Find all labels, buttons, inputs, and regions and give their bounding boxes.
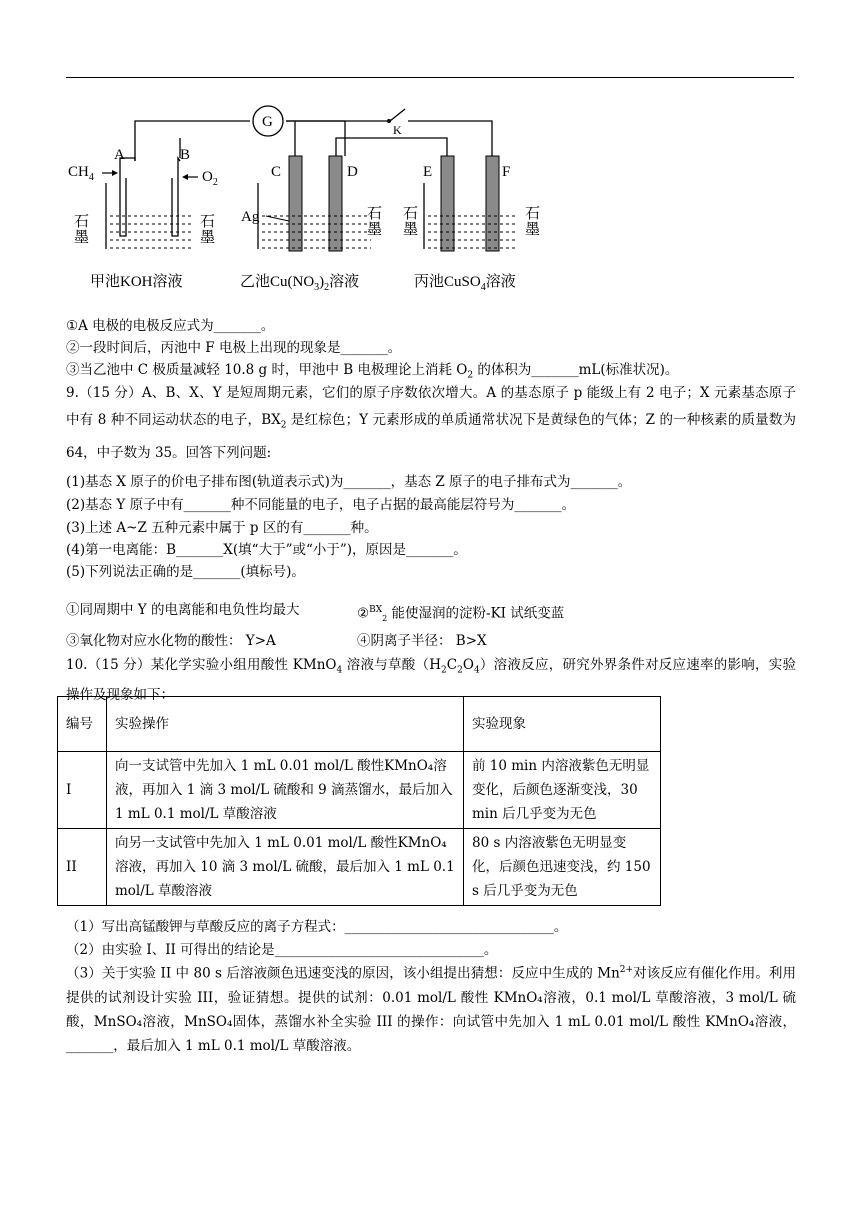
- o2-label: $O_2$: [202, 169, 218, 188]
- graphite-label: 石: [74, 214, 90, 230]
- q10-part3: （3）关于实验 II 中 80 s 后溶液颜色迅速变浅的原因，该小组提出猜想：反应中生成的 $Mn^{2+}$对该反应有催化作用。利用提供的试剂设计实验 III，验证猜想。提供的试剂：0.01 mol/L 酸性 KMnO₄溶液，0.1 mol/L 草酸溶液，3 mol/L 硫酸，MnSO₄溶液，MnSO₄固体，蒸馏水补全实验 III 的操作：向试管中先加入 1 mL 0.01 mol/L 酸性 KMnO₄溶液，_______，最后加入 1 mL 0.1 mol/L 草酸溶液。: [66, 965, 797, 1054]
- galvanometer-label: G: [262, 114, 273, 130]
- graphite-label: 墨: [367, 222, 383, 238]
- table-header: 实验操作: [107, 697, 464, 752]
- graphite-label: 墨: [525, 222, 541, 238]
- table-cell-id: I: [58, 752, 107, 829]
- q9-part5: (5)下列说法正确的是_______(填标号)。: [66, 564, 305, 580]
- q9-part2: (2)基态 Y 原子中有_______种不同能量的电子，电子占据的最高能层符号为_______。: [66, 497, 576, 513]
- electrode-f-label: F: [502, 164, 511, 180]
- electrode-b-label: B: [180, 147, 191, 163]
- ag-label: Ag: [241, 209, 260, 225]
- electrode-a-label: A: [114, 147, 125, 163]
- table-cell-operation: 向一支试管中先加入 1 mL 0.01 mol/L 酸性KMnO₄溶液，再加入 1 滴 3 mol/L 硫酸和 9 滴蒸馏水，最后加入 1 mL 0.1 mol/L 草酸溶液: [107, 752, 464, 829]
- graphite-label: 墨: [403, 222, 419, 238]
- q9-part4: (4)第一电离能：B_______X(填“大于”或“小于”)，原因是_______。: [66, 542, 467, 558]
- graphite-label: 石: [403, 206, 419, 222]
- q10-part2: （2）由实验 I、II 可得出的结论是_______________________________。: [66, 942, 498, 958]
- q9-option4: ④阴离子半径： B>X: [357, 633, 487, 649]
- cell3-label: 丙池CuSO$_4$溶液: [414, 274, 516, 293]
- q8-sub3: ③当乙池中 C 极质量减轻 10.8 g 时，甲池中 B 电极理论上消耗 $O_2$ 的体积为_______mL(标准状况)。: [66, 362, 679, 381]
- q9-option3: ③氧化物对应水化物的酸性： Y>A: [66, 633, 276, 649]
- table-cell-observation: 80 s 内溶液紫色无明显变化，后颜色迅速变浅，约 150 s 后几乎变为无色: [464, 829, 661, 906]
- q8-sub2: ②一段时间后，丙池中 F 电极上出现的现象是_______。: [66, 340, 402, 356]
- graphite-label: 墨: [200, 230, 216, 246]
- graphite-label: 石: [525, 206, 541, 222]
- q10-intro: 10.（15 分）某化学实验小组用酸性 KMnO$_4$ 溶液与草酸$(H_2C_2O_4)$溶液反应，研究外界条件对反应速率的影响，实验操作及现象如下：: [66, 657, 796, 703]
- q9-intro: 9.（15 分）A、B、X、Y 是短周期元素，它们的原子序数依次增大。A 的基态原子 p 能级上有 2 电子；X 元素基态原子中有 8 种不同运动状态的电子，$BX_2$ 是红棕色；Y 元素形成的单质通常状况下是黄绿色的气体；Z 的一种核素的质量数为 64，中子数为 35。回答下列问题:: [66, 385, 796, 461]
- electrolysis-apparatus-figure: [60, 96, 560, 296]
- q8-sub1: ①A 电极的电极反应式为_______。: [66, 318, 275, 334]
- graphite-label: 石: [367, 206, 383, 222]
- table-row: [58, 752, 661, 829]
- table-cell-operation: 向另一支试管中先加入 1 mL 0.01 mol/L 酸性KMnO₄溶液，再加入 10 滴 3 mol/L 硫酸，最后加入 1 mL 0.1 mol/L 草酸溶液: [107, 829, 464, 906]
- experiment-table: [57, 696, 661, 906]
- graphite-label: 石: [200, 214, 216, 230]
- q9-part1: (1)基态 X 原子的价电子排布图(轨道表示式)为_______，基态 Z 原子的电子排布式为_______。: [66, 474, 632, 490]
- table-cell-id: II: [58, 829, 107, 906]
- graphite-label: 墨: [74, 230, 90, 246]
- switch-label: K: [393, 123, 402, 137]
- electrode-c-label: C: [271, 164, 282, 180]
- table-cell-observation: 前 10 min 内溶液紫色无明显变化，后颜色逐渐变浅，30 min 后几乎变为无色: [464, 752, 661, 829]
- header-rule: [66, 77, 794, 78]
- electrode-d-label: D: [347, 164, 358, 180]
- q9-option1: ①同周期中 Y 的电离能和电负性均最大: [66, 602, 300, 618]
- cell2-label: 乙池$Cu(NO_3)_2$溶液: [240, 274, 360, 293]
- ch4-label: $CH_4$: [68, 164, 94, 183]
- cell1-label: 甲池KOH溶液: [90, 274, 183, 290]
- table-header: 编号: [58, 697, 107, 752]
- table-header: 实验现象: [464, 697, 661, 752]
- electrode-e-label: E: [423, 164, 433, 180]
- table-row: [58, 829, 661, 906]
- table-header-row: [58, 697, 661, 752]
- q9-part3: (3)上述 A~Z 五种元素中属于 p 区的有_______种。: [66, 520, 378, 536]
- q10-part1: （1）写出高锰酸钾与草酸反应的离子方程式：_______________________________。: [66, 919, 568, 935]
- q9-option2: ②$^{BX}_2$ 能使湿润的淀粉-KI 试纸变蓝: [357, 605, 565, 624]
